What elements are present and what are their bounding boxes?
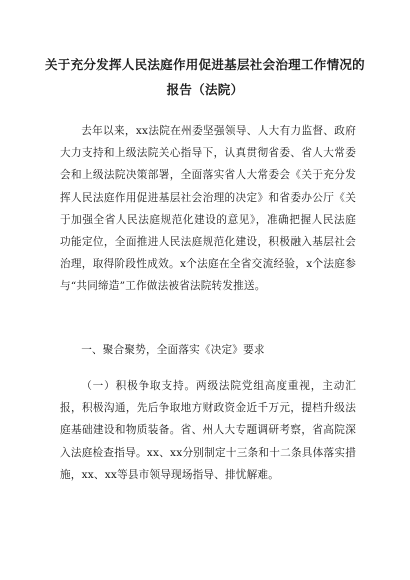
intro-paragraph: 去年以来，xx法院在州委坚强领导、人大有力监督、政府大力支持和上级法院关心指导下，认真贯彻省委、省人大常委会和上级法院决策部署，全面落实省人大常委会《关于充分发挥人民法庭作用促进基层社会治理的决定》和省委办公厅《关于加强全省人民法庭规范化建设的意见》，准确把握人民法庭功能定位，全面推进人民法庭规范化建设，积极融入基层社会治理，取得阶段性成效。x个法庭在全省交流经验，x个法庭参与“共同缔造”工作做法被省法院转发推送。 [60, 125, 356, 293]
body-paragraph: （一）积极争取支持。两级法院党组高度重视，主动汇报，积极沟通，先后争取地方财政资金近千万元，提档升级法庭基础建设和物质装备。省、州人大专题调研考察，省高院深入法庭检查指导。xx、xx分别制定十三条和十二条具体落实措施，xx、xx等县市领导现场指导、排忧解难。 [60, 380, 356, 481]
document-title-line1: 关于充分发挥人民法庭作用促进基层社会治理工作情况的 [44, 57, 365, 72]
section-heading: 一、聚合聚势，全面落实《决定》要求 [81, 344, 265, 356]
document-title-line2: 报告（法院） [166, 82, 244, 97]
